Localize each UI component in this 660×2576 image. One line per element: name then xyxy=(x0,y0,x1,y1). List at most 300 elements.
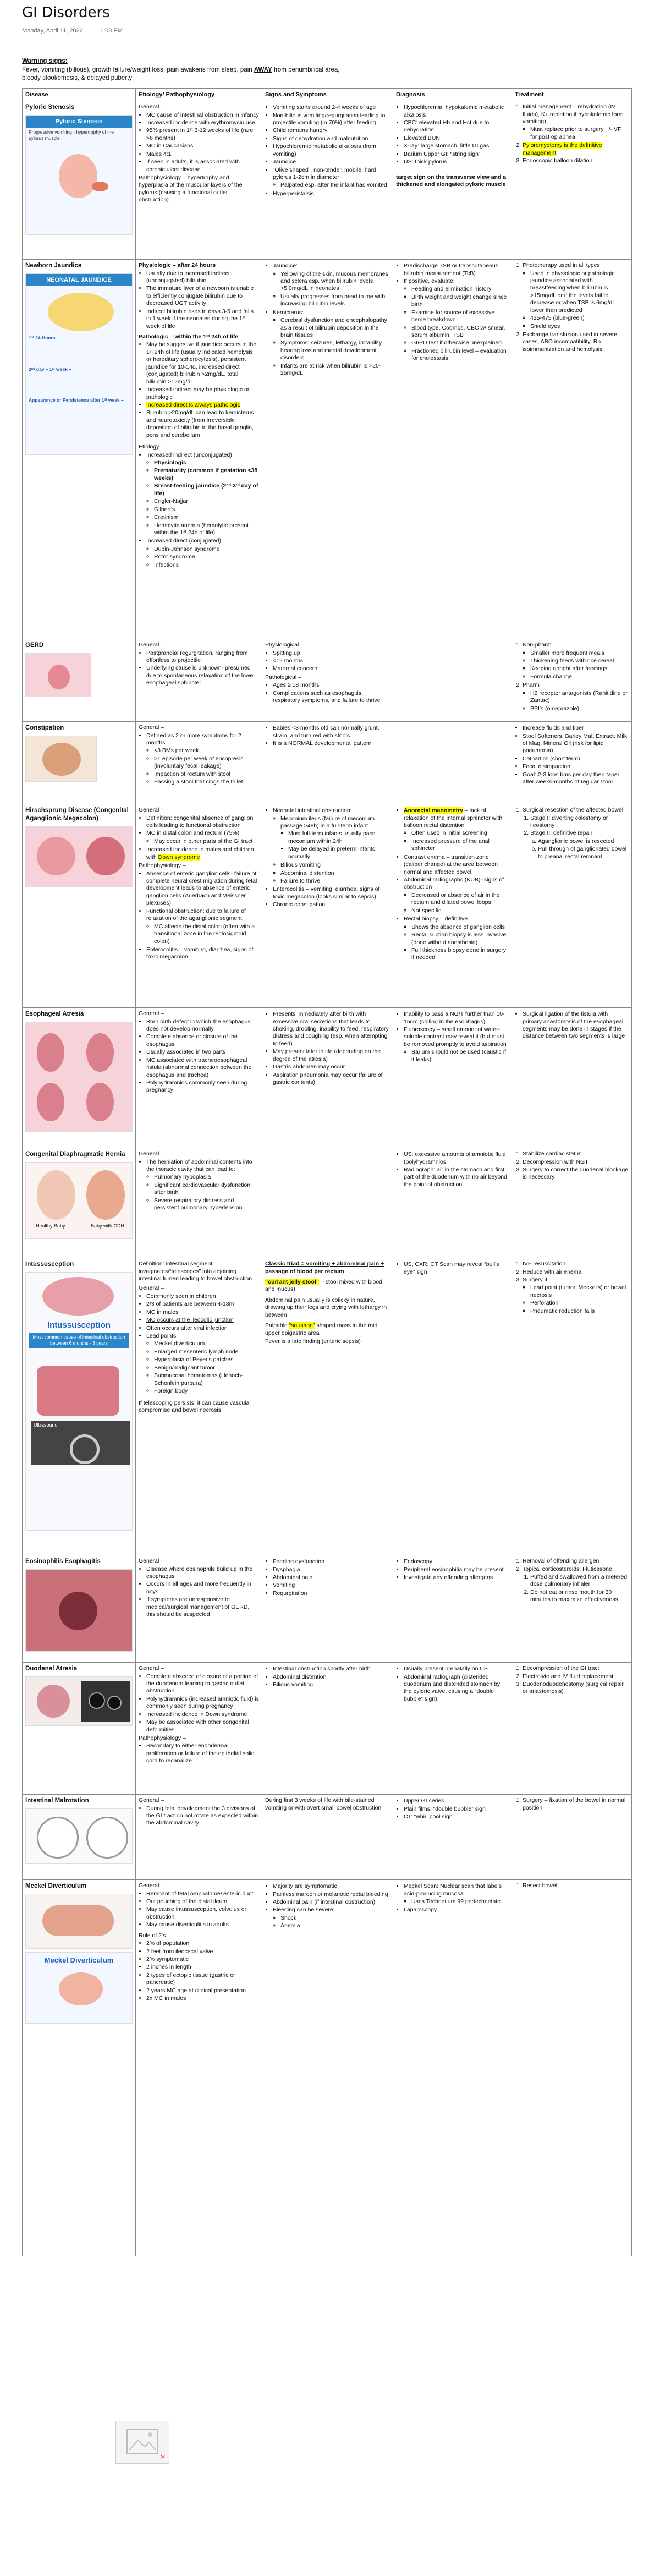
signs-list xyxy=(265,1011,390,1086)
list-item: ◦ Physiologic xyxy=(154,459,259,467)
signs-list xyxy=(265,650,390,673)
list-item: • Plain films: “double bubble” sign xyxy=(404,1806,509,1813)
list-item: • 2 types of ectopic tissue (gastric or pancreatic) xyxy=(146,1972,259,1987)
list-item: • Rectal biopsy – definitive xyxy=(404,916,509,923)
list-item: 1. Stage I: diverting colostomy or ileostomy xyxy=(530,815,629,830)
disease-name: Hirschsprung Disease (Congenital Aganglionic Megacolon) xyxy=(25,807,129,822)
list-item: • Maternal concern xyxy=(273,665,390,672)
etiology-cell xyxy=(136,722,262,804)
list-item: • Commonly seen in children xyxy=(146,1293,259,1300)
treatment-list xyxy=(515,642,629,712)
list-item: • 2% of population xyxy=(146,1940,259,1947)
table-row-constipation xyxy=(23,722,632,804)
table-row-intestinal-malrotation xyxy=(23,1795,632,1880)
list-item: ▪ Most full-term infants usually pass meconium within 24h xyxy=(288,830,390,845)
diagnosis-list xyxy=(396,807,509,962)
list-item: • Cathartics (short term) xyxy=(522,755,629,763)
etiology-list xyxy=(139,112,259,174)
list-item: • Abdominal radiographs (KUB)- signs of obstruction xyxy=(404,876,509,891)
etiology-cell xyxy=(136,1258,262,1555)
disease-name: Duodenal Atresia xyxy=(25,1665,78,1673)
list-item: • Remnant of fetal omphalomesenteric duct xyxy=(146,1890,259,1898)
signs-cell xyxy=(262,639,393,722)
esophageal-atresia-illustration xyxy=(25,1022,133,1132)
list-item: • Child remains hungry xyxy=(273,127,390,134)
list-item: • May cause intussusception, volvulus or obstruction xyxy=(146,1906,259,1921)
list-item: • Underlying cause is unknown- presumed due to spontaneous relaxation of the lower esophageal sphincter xyxy=(146,665,259,687)
list-item: • 2/3 of patients are between 4-18m xyxy=(146,1301,259,1308)
list-item: • Increase fluids and fiber xyxy=(522,725,629,732)
page-meta xyxy=(22,28,123,34)
list-item: • Presents immediately after birth with excessive oral secretions that leads to choking, drooling, inability to feed, respiratory distress and coughing (esp. when attempting to feed) xyxy=(273,1011,390,1048)
list-item: – lack of relaxation of the internal sphincter with balloon rectal distention xyxy=(404,807,503,829)
list-item: • Babies <3 months old can normally grunt, strain, and turn red with stools. xyxy=(273,725,390,739)
list-item: • Increased indirect may be physiologic or pathologic xyxy=(146,386,259,401)
disease-cell xyxy=(23,1663,136,1795)
etiology-cell xyxy=(136,1663,262,1795)
list-item: 2. Do not eat or rinse mouth for 30 minutes to maximize effectiveness xyxy=(530,1589,629,1604)
list-item: ◦ H2 receptor antagonists (Ranitidine or Zantac) xyxy=(530,690,629,705)
bubble-icon xyxy=(89,1692,105,1709)
paragraph: If telescoping persists, it can cause vascular compromise and bowel necrosis xyxy=(139,1399,251,1413)
list-item: ◦ Cretinism xyxy=(154,514,259,521)
list-item: • Hypochloremia, hypokalemic metabolic alkalosis xyxy=(404,104,509,119)
highlighted-text: Increased direct is always pathologic xyxy=(146,401,241,408)
highlighted-text: Down syndrome xyxy=(158,853,200,861)
diagnosis-list xyxy=(396,1797,509,1821)
list-item: • Vomiting xyxy=(273,1582,390,1589)
warning-text-2: from periumbilical area, bloody stool/emesis, & delayed puberty xyxy=(22,66,340,82)
list-item: ◦ Meckel diverticulum xyxy=(154,1340,259,1347)
list-item: a. Aganglionic bowel is resected xyxy=(538,838,629,845)
list-item: ◦ Shock xyxy=(280,1915,390,1922)
list-item: • Increased incidence in Down syndrome xyxy=(146,1711,259,1718)
card-title: NEONATAL JAUNDICE xyxy=(26,274,132,286)
diagnosis-list xyxy=(396,1665,509,1703)
diagnosis-cell xyxy=(393,1008,512,1148)
list-item: • 95% present in 1ˢᵗ 3-12 weeks of life (rare >6 months) xyxy=(146,127,259,142)
list-item: • Spitting up xyxy=(273,650,390,657)
highlighted-text: Pyloromyotomy is the definitive management xyxy=(522,142,602,156)
list-item: • May cause diverticulitis in adults xyxy=(146,1921,259,1928)
list-item: 2. Stage II: definitive repair xyxy=(530,830,629,837)
list-item: ◦ Pulmonary hypoplasia xyxy=(154,1174,259,1181)
list-item: ◦ Rotor syndrome xyxy=(154,553,259,561)
card-text: Appearance or Persistence after 1ˢᵗ week – xyxy=(29,397,124,403)
list-item: ◦ Crigler-Najjar xyxy=(154,498,259,505)
list-item: ◦ Bilious vomiting xyxy=(280,862,390,869)
list-item: 1. Stabilize cardiac status xyxy=(522,1150,629,1158)
section-label: Etiology – xyxy=(139,443,164,451)
etiology-cell xyxy=(136,1148,262,1258)
list-item: • If symptoms are unresponsive to medical/surgical management of GERD, this should be suspected xyxy=(146,1596,259,1618)
highlighted-text: “currant jelly stool” xyxy=(265,1278,320,1285)
list-item: ◦ Enlarged mesenteric lymph node xyxy=(154,1349,259,1356)
page-title: GI Disorders xyxy=(22,4,110,21)
diagnosis-cell xyxy=(393,1663,512,1795)
list-item: ◦ Barium should not be used (caustic if it leaks) xyxy=(411,1049,509,1064)
treatment-cell xyxy=(512,1555,632,1663)
table-row-eosinophilic-esophagitis xyxy=(23,1555,632,1663)
treatment-list xyxy=(515,807,629,861)
list-item: • Bilious vomiting xyxy=(273,1681,390,1689)
treatment-cell xyxy=(512,1008,632,1148)
bowel-illustration xyxy=(42,1277,114,1316)
stomach-illustration xyxy=(59,154,97,198)
etiology-cell xyxy=(136,1795,262,1880)
signs-list xyxy=(265,682,390,704)
treatment-cell xyxy=(512,1148,632,1258)
list-item: • During fetal development the 3 divisions of the GI tract do not rotate as expected within the abdominal cavity xyxy=(146,1805,259,1827)
list-item: ◦ Feeding and elimination history xyxy=(411,286,509,293)
list-item: ◦ PPI's (omeprazole) xyxy=(530,705,629,712)
card-text: Progressive vomiting - hypertrophy of the pylorus muscle xyxy=(29,129,114,141)
section-label: General – xyxy=(139,103,164,111)
signs-list xyxy=(265,1665,390,1689)
list-item: ◦ G6PD test if otherwise unexplained xyxy=(411,339,509,347)
list-item: • Abdominal pain xyxy=(273,1574,390,1581)
pyloric-stenosis-infographic xyxy=(25,115,133,235)
signs-cell xyxy=(262,101,393,260)
treatment-list xyxy=(515,262,629,353)
list-item: • May present later in life (depending on the degree of the atresia) xyxy=(273,1048,390,1063)
list-item: • Vomiting starts around 2-4 weeks of age xyxy=(273,104,390,111)
etiology-list xyxy=(139,1293,259,1395)
list-item: • CT: “whirl pool sign” xyxy=(404,1813,509,1821)
list-item: • Hyperperistalsis xyxy=(273,190,390,198)
card-title: Pyloric Stenosis xyxy=(26,116,132,128)
list-item: 1. Puffed and swallowed from a metered dose pulmonary inhaler xyxy=(530,1574,629,1588)
table-row-meckel-diverticulum xyxy=(23,1880,632,2256)
list-item: ◦ Pneumatic reduction fails xyxy=(530,1308,629,1315)
colon-megacolon-illustration xyxy=(86,837,125,875)
diagnosis-list xyxy=(396,1151,509,1188)
list-item: • MC in distal colon and rectum (75%) xyxy=(146,830,259,837)
list-item: ◦ Meconium ileus (failure of meconium passage >48h) in a full-term infant xyxy=(280,815,390,830)
list-item: • 2 inches in length xyxy=(146,1964,259,1971)
card-title: Meckel Diverticulum xyxy=(44,1955,114,1964)
list-item: ◦ Cerebral dysfunction and encephalopathy as a result of bilirubin deposition in the brain tissues xyxy=(280,317,390,339)
diagnosis-list xyxy=(396,1558,509,1581)
table-row-esophageal-atresia xyxy=(23,1008,632,1148)
caption-cdh: Baby with CDH xyxy=(91,1223,125,1229)
list-item: • The herniation of abdominal contents into the thoracic cavity that can lead to: xyxy=(146,1159,259,1174)
etiology-list xyxy=(139,452,259,569)
list-item: ◦ MC affects the distal colon (often with a transitional zone in the rectosigmoid colon) xyxy=(154,923,259,945)
list-item: • MC cause of intestinal obstruction in infancy xyxy=(146,112,259,119)
table-header-row xyxy=(23,89,632,101)
paragraph: Abdominal pain usually is colicky in nature, drawing up their legs and crying with lethargy in between xyxy=(265,1296,387,1318)
list-item: • Complete absence or closure of the esophagus xyxy=(146,1033,259,1048)
list-item: • Functional obstruction: due to failure of relaxation of the aganglionic segment xyxy=(146,908,259,923)
list-item: • Bilirubin >20mg/dL can lead to kernicterus and neurotoxicity (from irreversible deposition of bilirubin in the basal ganglia, pons and cerebellum xyxy=(146,409,259,439)
header-disease: Disease xyxy=(23,89,136,101)
etiology-list xyxy=(139,1566,259,1619)
table-row-hirschsprung xyxy=(23,804,632,1008)
list-item: 1. Phototherapy used in all types xyxy=(522,262,629,269)
endoscopy-image xyxy=(25,1569,133,1652)
etiology-cell xyxy=(136,639,262,722)
colon-illustration xyxy=(42,743,81,776)
list-item: • The immature liver of a newborn is unable to efficiently conjugate bilirubin due to decreased UGT activity xyxy=(146,285,259,307)
list-item: • Chronic constipation xyxy=(273,901,390,908)
list-item: • <12 months xyxy=(273,657,390,665)
etiology-list xyxy=(139,870,259,961)
svg-text:×: × xyxy=(160,2453,166,2460)
list-item: 1. Removal of offending allergen xyxy=(522,1558,629,1565)
etiology-cell xyxy=(136,804,262,1008)
intestine-normal-illustration xyxy=(37,1817,79,1859)
etiology-list xyxy=(139,1018,259,1094)
list-item: • Increased indirect (unconjugated) xyxy=(146,452,259,459)
paragraph: Palpable xyxy=(265,1322,288,1329)
list-item: b. Pull through of ganglionated bowel to preanal rectal remnant xyxy=(538,846,629,861)
section-label: General – xyxy=(139,1797,164,1804)
list-item: ◦ Smaller more frequent meals xyxy=(530,650,629,657)
signs-list xyxy=(265,1883,390,1930)
card-text: 1ˢᵗ 24 Hours – xyxy=(29,335,59,341)
treatment-cell xyxy=(512,722,632,804)
paragraph: – stool mixed with blood and mucus) xyxy=(265,1278,383,1293)
esophagus-illustration xyxy=(37,1083,64,1121)
table-row-diaphragmatic-hernia xyxy=(23,1148,632,1258)
list-item: ◦ Full thickness biopsy done in surgery if needed xyxy=(411,947,509,962)
list-item: • Jaundice: xyxy=(273,262,390,270)
list-item: • Ages ≥ 18 months xyxy=(273,682,390,689)
list-item: 1. Surgery – fixation of the bowel in normal position xyxy=(522,1797,629,1812)
list-item: ◦ Submucosal hematomas (Henoch-Schonlein purpura) xyxy=(154,1372,259,1387)
list-item: • Stool Softeners: Barley Malt Extract; Milk of Mag, Mineral Oil (risk for lipid pneumonia) xyxy=(522,733,629,755)
etiology-list xyxy=(139,1673,259,1734)
list-item: ◦ Examine for source of excessive heme breakdown xyxy=(411,309,509,324)
signs-cell xyxy=(262,804,393,1008)
list-item: 3. Duodenoduodenostomy (surgical repair or anastomosis) xyxy=(522,1681,629,1696)
page-time: 1:03 PM xyxy=(100,28,123,34)
disease-name: GERD xyxy=(25,642,44,649)
diagnosis-note: target sign on the transverse view and a thickened and elongated pyloric muscle xyxy=(396,173,507,188)
section-label: Pathophysiology – xyxy=(139,1735,186,1742)
list-item: • Fecal disimpaction xyxy=(522,763,629,770)
paragraph: shaped mass in the mid upper epigastric area xyxy=(265,1322,378,1336)
header-diagnosis: Diagnosis xyxy=(393,89,512,101)
etiology-cell xyxy=(136,1555,262,1663)
warning-label: Warning signs: xyxy=(22,58,68,64)
section-label: General – xyxy=(139,724,164,731)
gi-disorders-table xyxy=(22,88,632,2256)
diagnosis-list xyxy=(396,1883,509,1914)
etiology-cell xyxy=(136,1008,262,1148)
etiology-list xyxy=(139,1159,259,1212)
list-item: 1. Non-pharm xyxy=(522,642,629,649)
diagnosis-list xyxy=(396,1011,509,1064)
constipation-illustration xyxy=(25,736,97,782)
disease-cell xyxy=(23,804,136,1008)
disease-name: Esophageal Atresia xyxy=(25,1011,84,1018)
list-item: ◦ Rectal suction biopsy is less invasive (done without anesthesia) xyxy=(411,931,509,946)
section-label: General – xyxy=(139,1558,164,1565)
list-item: ◦ Passing a stool that clogs the toilet xyxy=(154,779,259,786)
pylorus-illustration xyxy=(92,182,108,191)
list-item: • Signs of dehydration and malnutrition xyxy=(273,135,390,142)
ultrasound-label: Ultrasound xyxy=(34,1422,58,1428)
esophagus-illustration xyxy=(86,1033,114,1072)
list-item: 2. Exchange transfusion used in severe cases, ABO incompatibility, Rh isoimmunization and hemolysis xyxy=(522,331,629,353)
broken-image-placeholder xyxy=(116,2421,169,2464)
caption-healthy: Healthy Baby xyxy=(36,1223,65,1229)
etiology-cell xyxy=(136,1880,262,2256)
table-row-pyloric-stenosis xyxy=(23,101,632,260)
intussusception-infographic xyxy=(25,1272,133,1531)
etiology-list xyxy=(139,1805,259,1827)
list-item: • Polyhydramnios commonly seen during pregnancy xyxy=(146,1079,259,1094)
signs-cell xyxy=(262,1663,393,1795)
list-item: 2. Decompression with NGT xyxy=(522,1159,629,1166)
list-item: ◦ Prematurity (common if gestation <38 weeks) xyxy=(154,467,259,482)
list-item: • X-ray: large stomach, little GI gas xyxy=(404,142,509,150)
list-item: • Complete absence of closure of a portion of the duodenum leading to gastric outlet obstruction xyxy=(146,1673,259,1695)
list-item: ◦ Impaction of rectum with stool xyxy=(154,771,259,778)
list-item: • Hypochloremic metabolic alkalosis (from vomiting) xyxy=(273,143,390,158)
list-item: • Bleeding can be severe: xyxy=(273,1906,390,1914)
section-label: General – xyxy=(139,1150,164,1158)
list-item: • Contrast enema – transition zone (caliber change) at the area between normal and affected bowel xyxy=(404,854,509,876)
list-item: ◦ Foreign body xyxy=(154,1388,259,1395)
list-item: • Indirect bilirubin rises in days 3-5 and falls in 1 week if the neonates during the 1ˢᵗ week of life xyxy=(146,308,259,330)
section-label: Pathological – xyxy=(265,673,301,681)
list-item: • Born birth defect in which the esophagus does not develop normally xyxy=(146,1018,259,1033)
card-text: 2ⁿᵈ day – 1ˢᵗ week – xyxy=(29,366,72,372)
list-item: • Usually due to increased indirect (unconjugated) bilirubin xyxy=(146,270,259,285)
etiology-list xyxy=(139,815,259,862)
list-item: • Abdominal distention xyxy=(273,1674,390,1681)
pathophysiology-text: Pathophysiology – hypertrophy and hyperplasia of the muscular layers of the pylorus (causing a functional outlet obstruction) xyxy=(139,174,243,204)
signs-cell xyxy=(262,1555,393,1663)
list-item: ◦ Failure to thrive xyxy=(280,878,390,885)
list-item: • Elevated BUN xyxy=(404,135,509,142)
bubble-icon xyxy=(107,1696,122,1710)
section-label: General – xyxy=(139,807,164,814)
list-item: • Definition: congenital absence of ganglion cells leading to functional obstruction xyxy=(146,815,259,830)
signs-list xyxy=(265,262,390,377)
section-label: Pathologic – within the 1ˢᵗ 24h of life xyxy=(139,333,239,341)
bulls-eye-illustration xyxy=(70,1434,100,1464)
list-item: • Painless maroon or melanotic rectal bleeding xyxy=(273,1891,390,1898)
disease-cell xyxy=(23,1880,136,2256)
diagnosis-cell xyxy=(393,101,512,260)
page-date: Monday, April 11, 2022 xyxy=(22,28,83,34)
disease-name: Intestinal Malrotation xyxy=(25,1797,89,1805)
list-item: ◦ Uses Technetium 99 pertechnetate xyxy=(411,1898,509,1905)
disease-name: Meckel Diverticulum xyxy=(25,1883,87,1890)
header-signs: Signs and Symptoms xyxy=(262,89,393,101)
list-item: • Kernicterus: xyxy=(273,309,390,316)
malrotation-illustration xyxy=(25,1808,133,1864)
diaphragmatic-hernia-illustration xyxy=(25,1162,133,1239)
list-item: Increased incidence in males and children with xyxy=(146,846,254,861)
esophagus-illustration xyxy=(37,1033,64,1072)
disease-cell xyxy=(23,1555,136,1663)
list-item: ◦ Symptoms: seizures, lethargy, irritability hearing loss and mental development disorders xyxy=(280,339,390,361)
section-label: Physiologic – after 24 hours xyxy=(139,262,216,269)
warning-text-1: Fever, vomiting (billous), growth failure/weight loss, pain awakens from sleep, pain xyxy=(22,66,252,73)
section-label: Rule of 2's xyxy=(139,1932,166,1939)
list-item: • Increased direct (conjugated) xyxy=(146,538,259,545)
signs-cell xyxy=(262,1258,393,1555)
list-item: ◦ <3 BMs per week xyxy=(154,747,259,754)
diagnosis-list xyxy=(396,262,509,363)
stomach-illustration xyxy=(48,665,70,689)
duodenal-atresia-illustration xyxy=(25,1676,133,1726)
list-item: • MC associated with tracheoesophageal fistula (abnormal connection between the esophagus and trachea) xyxy=(146,1057,259,1079)
meckel-infographic xyxy=(25,1952,133,2024)
list-item: ◦ Formula change xyxy=(530,673,629,681)
treatment-cell xyxy=(512,639,632,722)
list-item: • Abdominal pain (if intestinal obstruction) xyxy=(273,1899,390,1906)
treatment-list xyxy=(515,103,629,165)
signs-list xyxy=(265,725,390,747)
list-item: • Peripheral eosinophilia may be present xyxy=(404,1566,509,1574)
treatment-list xyxy=(515,725,629,786)
image-placeholder-icon xyxy=(116,2421,169,2463)
list-item: ◦ May occur in other parts of the GI tract xyxy=(154,838,259,845)
etiology-list xyxy=(139,270,259,331)
xray-image xyxy=(81,1681,130,1722)
treatment-list xyxy=(515,1558,629,1604)
list-item: 2. Reduce with air enema xyxy=(522,1269,629,1276)
list-item: • Lead points – xyxy=(146,1333,259,1340)
list-item: • Enterocolitis – vomiting, diarrhea, signs of toxic megacolon xyxy=(146,946,259,961)
list-item: ◦ Decreased or absence of air in the rectum and dilated bowel loops xyxy=(411,892,509,907)
list-item: • Aspiration pneumonia may occur (failure of gastric contents) xyxy=(273,1072,390,1087)
etiology-list xyxy=(139,732,259,786)
list-item: ◦ Not specific xyxy=(411,907,509,914)
list-item: • “Olive shaped”, non-tender, mobile, hard pylorus 1-2cm in diameter xyxy=(273,167,390,182)
disease-name: Pyloric Stenosis xyxy=(25,104,75,111)
stomach-illustration xyxy=(37,1685,70,1718)
signs-cell xyxy=(262,722,393,804)
list-item: ◦ Infants are at risk when bilirubin is >20-25mg/dL xyxy=(280,363,390,377)
list-item: • May be associated with other congenital deformities xyxy=(146,1719,259,1734)
card-title: Intussusception xyxy=(47,1320,111,1330)
list-item: • Majority are symptomatic xyxy=(273,1883,390,1890)
treatment-cell xyxy=(512,1795,632,1880)
list-item: • Predischarge TSB or transcutaneous bilirubin measurement (TcB) xyxy=(404,262,509,277)
list-item: • US: thick pylorus xyxy=(404,158,509,166)
disease-cell xyxy=(23,101,136,260)
list-item: 3. Endoscopic balloon dilation xyxy=(522,157,629,165)
diagnosis-cell xyxy=(393,804,512,1008)
header-treatment: Treatment xyxy=(512,89,632,101)
signs-list xyxy=(265,1558,390,1597)
list-item: ◦ Blood type, Coombs, CBC w/ smear, serum albumin, TSB xyxy=(411,325,509,339)
list-item: • Non-bilious vomiting/regurgitation leading to projectile vomiting (in 70%) after feeding xyxy=(273,112,390,127)
list-item: ◦ Benign/malignant tumor xyxy=(154,1364,259,1372)
highlighted-text: “sausage” xyxy=(289,1322,315,1329)
list-item: • Disease where eosinophils build up in the esophagus xyxy=(146,1566,259,1581)
section-label: General – xyxy=(139,1285,164,1292)
diagnosis-cell xyxy=(393,722,512,804)
diagnosis-cell xyxy=(393,1148,512,1258)
disease-cell xyxy=(23,639,136,722)
list-item: ◦ Lead point (tumor, Meckel's) or bowel necrosis xyxy=(530,1284,629,1299)
list-item: • Increased incidence with erythromycin use xyxy=(146,119,259,127)
list-item: • Investigate any offending allergens xyxy=(404,1574,509,1581)
list-item: • Males 4:1 xyxy=(146,151,259,158)
paragraph: Fever is a late finding (enteric sepsis) xyxy=(265,1338,361,1345)
list-item: 1. Decompression of the GI tract xyxy=(522,1665,629,1672)
list-item: ◦ Shows the absence of ganglion cells xyxy=(411,924,509,931)
cdh-baby-illustration xyxy=(86,1170,125,1220)
